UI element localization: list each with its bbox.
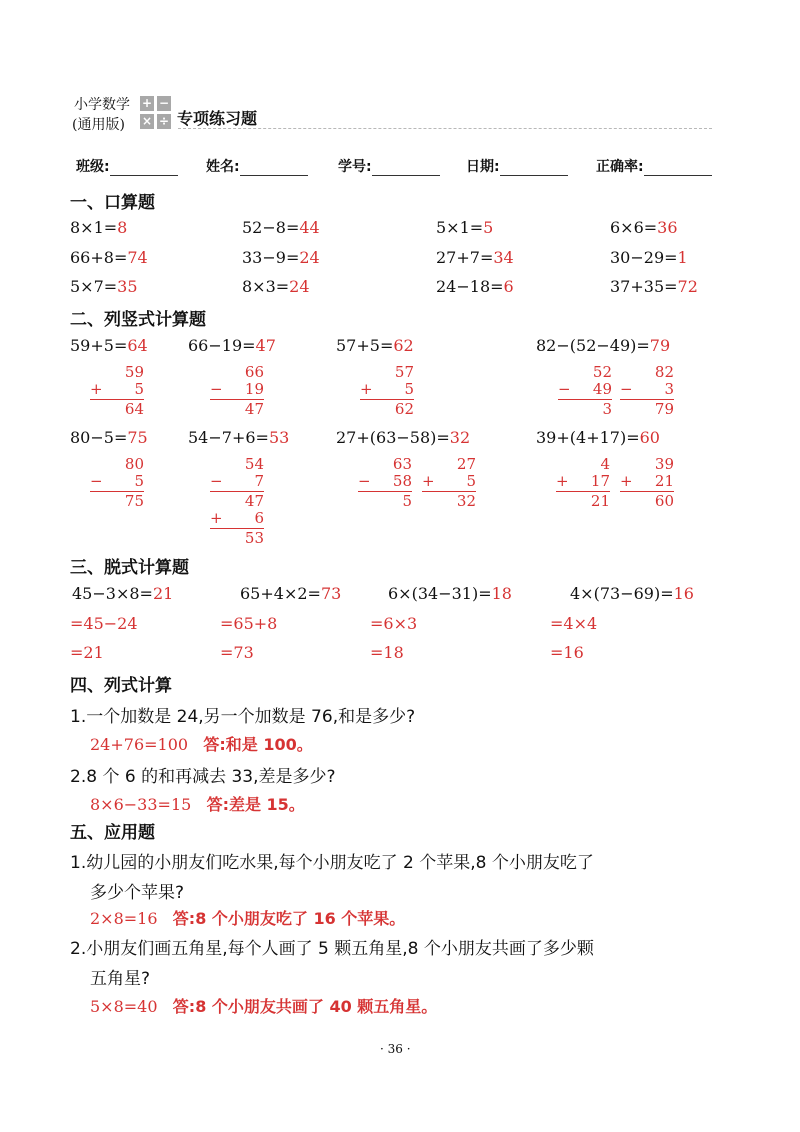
oral-problem: 5×1=5 xyxy=(436,218,494,237)
oral-problem: 24−18=6 xyxy=(436,277,514,296)
stepwise-step: =21 xyxy=(70,643,104,662)
application-answer: 5×8=40 答:8 个小朋友共画了 40 颗五角星。 xyxy=(90,997,438,1016)
stepwise-problem: 4×(73−69)=16 xyxy=(570,584,694,603)
subject-label: 小学数学 xyxy=(74,97,130,113)
vertical-calc: 66 − 19 47 xyxy=(210,363,264,418)
formula-question: 1.一个加数是 24,另一个加数是 76,和是多少? xyxy=(70,707,416,727)
section-application-title: 五、应用题 xyxy=(70,823,155,843)
oral-problem: 30−29=1 xyxy=(610,248,688,267)
stepwise-step: =6×3 xyxy=(370,614,418,633)
accuracy-field[interactable]: 正确率: xyxy=(596,156,712,176)
vertical-problem: 57+5=62 xyxy=(336,336,414,355)
stepwise-step: =45−24 xyxy=(70,614,138,633)
vertical-calc: 63 − 58 5 xyxy=(358,455,412,510)
edition-label: (通用版) xyxy=(72,117,125,133)
vertical-calc: 27 + 5 32 xyxy=(422,455,476,510)
stepwise-step: =73 xyxy=(220,643,254,662)
stepwise-step: =18 xyxy=(370,643,404,662)
formula-answer: 24+76=100 答:和是 100。 xyxy=(90,735,313,754)
oral-problem: 5×7=35 xyxy=(70,277,138,296)
application-answer: 2×8=16 答:8 个小朋友吃了 16 个苹果。 xyxy=(90,909,406,928)
stepwise-problem: 6×(34−31)=18 xyxy=(388,584,512,603)
application-question: 1.幼儿园的小朋友们吃水果,每个小朋友吃了 2 个苹果,8 个小朋友吃了 xyxy=(70,853,594,873)
vertical-calc: 57 + 5 62 xyxy=(360,363,414,418)
vertical-problem: 82−(52−49)=79 xyxy=(536,336,671,355)
oral-problem: 6×6=36 xyxy=(610,218,678,237)
stepwise-problem: 45−3×8=21 xyxy=(72,584,174,603)
oral-problem: 8×1=8 xyxy=(70,218,128,237)
section-oral-title: 一、口算题 xyxy=(70,193,155,213)
vertical-problem: 59+5=64 xyxy=(70,336,148,355)
page-title: 专项练习题 xyxy=(177,109,258,128)
header-divider xyxy=(178,128,712,129)
vertical-problem: 80−5=75 xyxy=(70,428,148,447)
class-field[interactable]: 班级: xyxy=(76,156,178,176)
vertical-problem: 66−19=47 xyxy=(188,336,276,355)
vertical-calc: 59 + 5 64 xyxy=(90,363,144,418)
section-vertical-title: 二、列竖式计算题 xyxy=(70,310,206,330)
vertical-calc: 54 − 7 47 + 6 53 xyxy=(210,455,264,547)
vertical-calc: 82 − 3 79 xyxy=(620,363,674,418)
vertical-calc: 52 − 49 3 xyxy=(558,363,612,418)
formula-question: 2.8 个 6 的和再减去 33,差是多少? xyxy=(70,767,336,787)
section-stepwise-title: 三、脱式计算题 xyxy=(70,558,189,578)
application-question: 2.小朋友们画五角星,每个人画了 5 颗五角星,8 个小朋友共画了多少颗 xyxy=(70,939,594,959)
application-question-cont: 五角星? xyxy=(90,969,151,989)
page-number: · 36 · xyxy=(380,1042,411,1056)
name-field[interactable]: 姓名: xyxy=(206,156,308,176)
vertical-calc: 39 + 21 60 xyxy=(620,455,674,510)
vertical-problem: 39+(4+17)=60 xyxy=(536,428,660,447)
vertical-calc: 4 + 17 21 xyxy=(556,455,610,510)
oral-problem: 27+7=34 xyxy=(436,248,514,267)
student-id-field[interactable]: 学号: xyxy=(338,156,440,176)
vertical-calc: 80 − 5 75 xyxy=(90,455,144,510)
oral-problem: 37+35=72 xyxy=(610,277,698,296)
application-question-cont: 多少个苹果? xyxy=(90,883,185,903)
oral-problem: 8×3=24 xyxy=(242,277,310,296)
oral-problem: 52−8=44 xyxy=(242,218,320,237)
stepwise-problem: 65+4×2=73 xyxy=(240,584,342,603)
vertical-problem: 54−7+6=53 xyxy=(188,428,290,447)
oral-problem: 66+8=74 xyxy=(70,248,148,267)
section-formula-title: 四、列式计算 xyxy=(70,676,172,696)
stepwise-step: =16 xyxy=(550,643,584,662)
stepwise-step: =4×4 xyxy=(550,614,598,633)
date-field[interactable]: 日期: xyxy=(466,156,568,176)
math-logo-icon: + − × ÷ xyxy=(141,96,170,128)
stepwise-step: =65+8 xyxy=(220,614,278,633)
oral-problem: 33−9=24 xyxy=(242,248,320,267)
formula-answer: 8×6−33=15 答:差是 15。 xyxy=(90,795,305,814)
vertical-problem: 27+(63−58)=32 xyxy=(336,428,471,447)
